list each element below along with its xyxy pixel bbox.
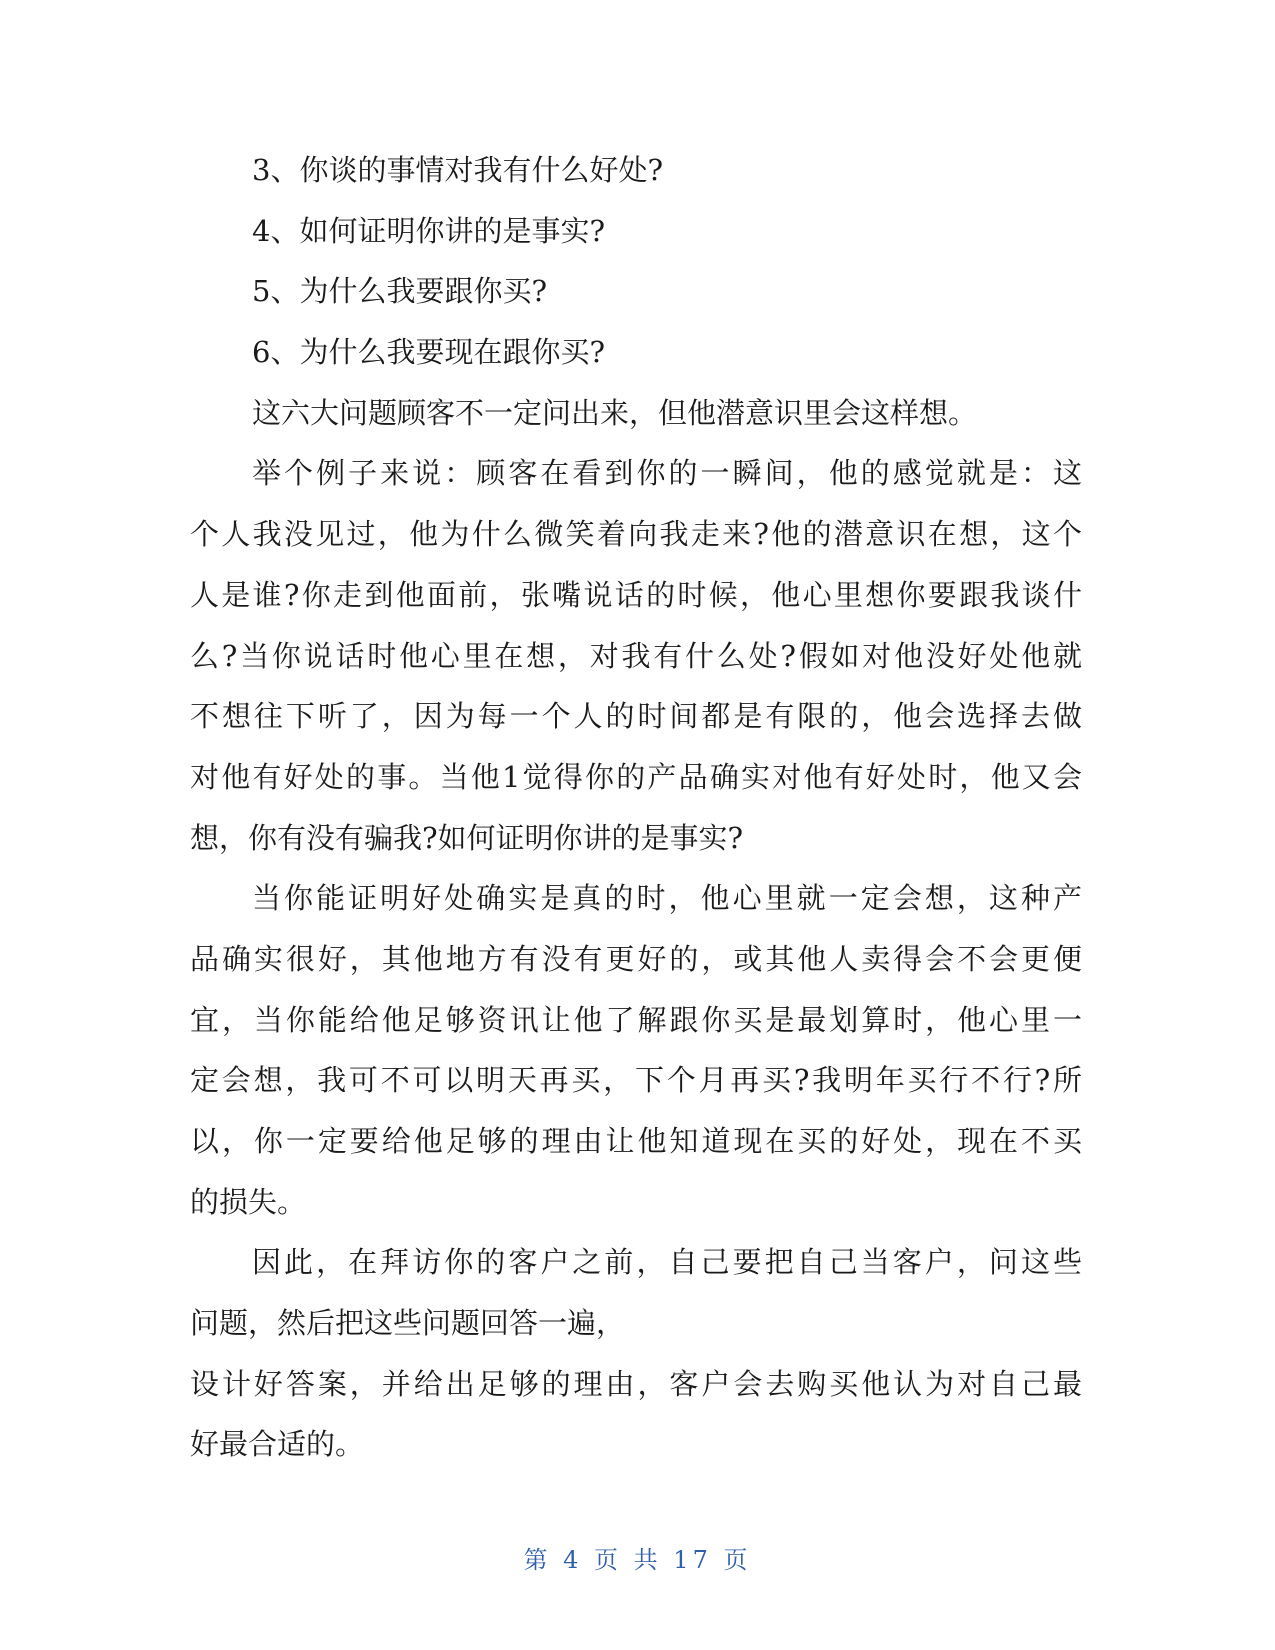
text-line: 4、如何证明你讲的是事实? [252, 213, 605, 248]
text-line: 这六大问题顾客不一定问出来，但他潜意识里会这样想。 [252, 395, 978, 430]
text-line: 举个例子来说：顾客在看到你的一瞬间，他的感觉就是：这 [252, 456, 1082, 491]
text-line: 人是谁?你走到他面前，张嘴说话的时候，他心里想你要跟我谈什 [190, 577, 1082, 612]
text-line: 以，你一定要给他足够的理由让他知道现在买的好处，现在不买 [190, 1124, 1082, 1158]
text-line: 对他有好处的事。当他1觉得你的产品确实对他有好处时，他又会 [190, 759, 1082, 794]
page-number-footer: 第 4 页 共 17 页 [523, 1546, 752, 1574]
text-line: 定会想，我可不可以明天再买，下个月再买?我明年买行不行?所 [190, 1063, 1082, 1098]
text-line: 问题，然后把这些问题回答一遍， [190, 1306, 626, 1341]
text-line: 宜，当你能给他足够资讯让他了解跟你买是最划算时，他心里一 [190, 1002, 1082, 1037]
text-line: 想，你有没有骗我?如何证明你讲的是事实? [190, 820, 744, 855]
text-line: 品确实很好，其他地方有没有更好的，或其他人卖得会不会更便 [190, 941, 1082, 976]
text-line: 设计好答案，并给出足够的理由，客户会去购买他认为对自己最 [190, 1366, 1082, 1401]
text-line: 不想往下听了，因为每一个人的时间都是有限的，他会选择去做 [190, 699, 1082, 734]
text-line: 当你能证明好处确实是真的时，他心里就一定会想，这种产 [252, 881, 1082, 916]
text-line: 6、为什么我要现在跟你买? [252, 335, 605, 370]
text-line: 5、为什么我要跟你买? [252, 274, 547, 309]
text-line: 因此，在拜访你的客户之前，自己要把自己当客户，问这些 [252, 1245, 1082, 1280]
text-line: 么?当你说话时他心里在想，对我有什么处?假如对他没好处他就 [190, 638, 1082, 673]
text-line: 好最合适的。 [190, 1427, 365, 1462]
text-line: 3、你谈的事情对我有什么好处? [252, 153, 663, 187]
body-text [190, 140, 1082, 1475]
text-line: 的损失。 [190, 1184, 307, 1219]
text-line: 个人我没见过，他为什么微笑着向我走来?他的潜意识在想，这个 [190, 517, 1082, 552]
